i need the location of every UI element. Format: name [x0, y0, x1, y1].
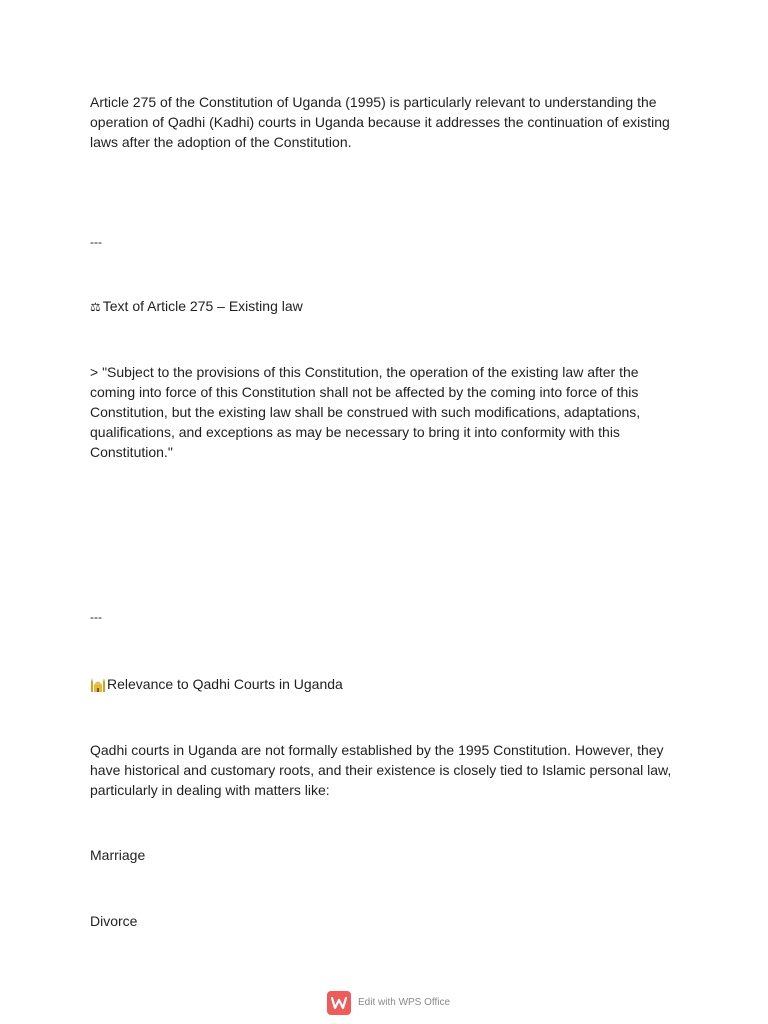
- article-quote: > "Subject to the provisions of this Constitution, the operation of the existing law after the coming into force of this Constitution shall not be affected by the coming into force of this Constitution, but the existing law shall be construed with such modifications, adaptations, qualifications, and exceptions as may be necessary to bring it into conformity with this Constitution.": [90, 364, 641, 460]
- separator: ---: [90, 235, 102, 249]
- separator: ---: [90, 610, 102, 624]
- list-item: Marriage: [90, 847, 146, 863]
- list-item: Divorce: [90, 913, 138, 929]
- relevance-heading: [90, 674, 680, 694]
- mosque-icon: [90, 676, 106, 692]
- intro-paragraph: Article 275 of the Constitution of Uganda (1995) is particularly relevant to understanding the operation of Qadhi (Kadhi) courts in Uganda because it addresses the continuation of existing laws after the adoption of the Constitution.: [90, 94, 670, 150]
- relevance-heading-text: Relevance to Qadhi Courts in Uganda: [107, 676, 343, 692]
- scales-icon: ⚖: [90, 300, 101, 314]
- qadhi-paragraph: Qadhi courts in Uganda are not formally established by the 1995 Constitution. However, they have historical and customary roots, and their existence is closely tied to Islamic personal law, particularly in dealing with matters like:: [90, 742, 672, 798]
- wps-edit-badge[interactable]: [327, 990, 450, 1015]
- article-heading-text: Text of Article 275 – Existing law: [102, 298, 303, 314]
- wps-edit-label[interactable]: Edit with WPS Office: [358, 997, 451, 1008]
- article-heading: [90, 296, 680, 317]
- wps-logo-icon: [327, 991, 351, 1015]
